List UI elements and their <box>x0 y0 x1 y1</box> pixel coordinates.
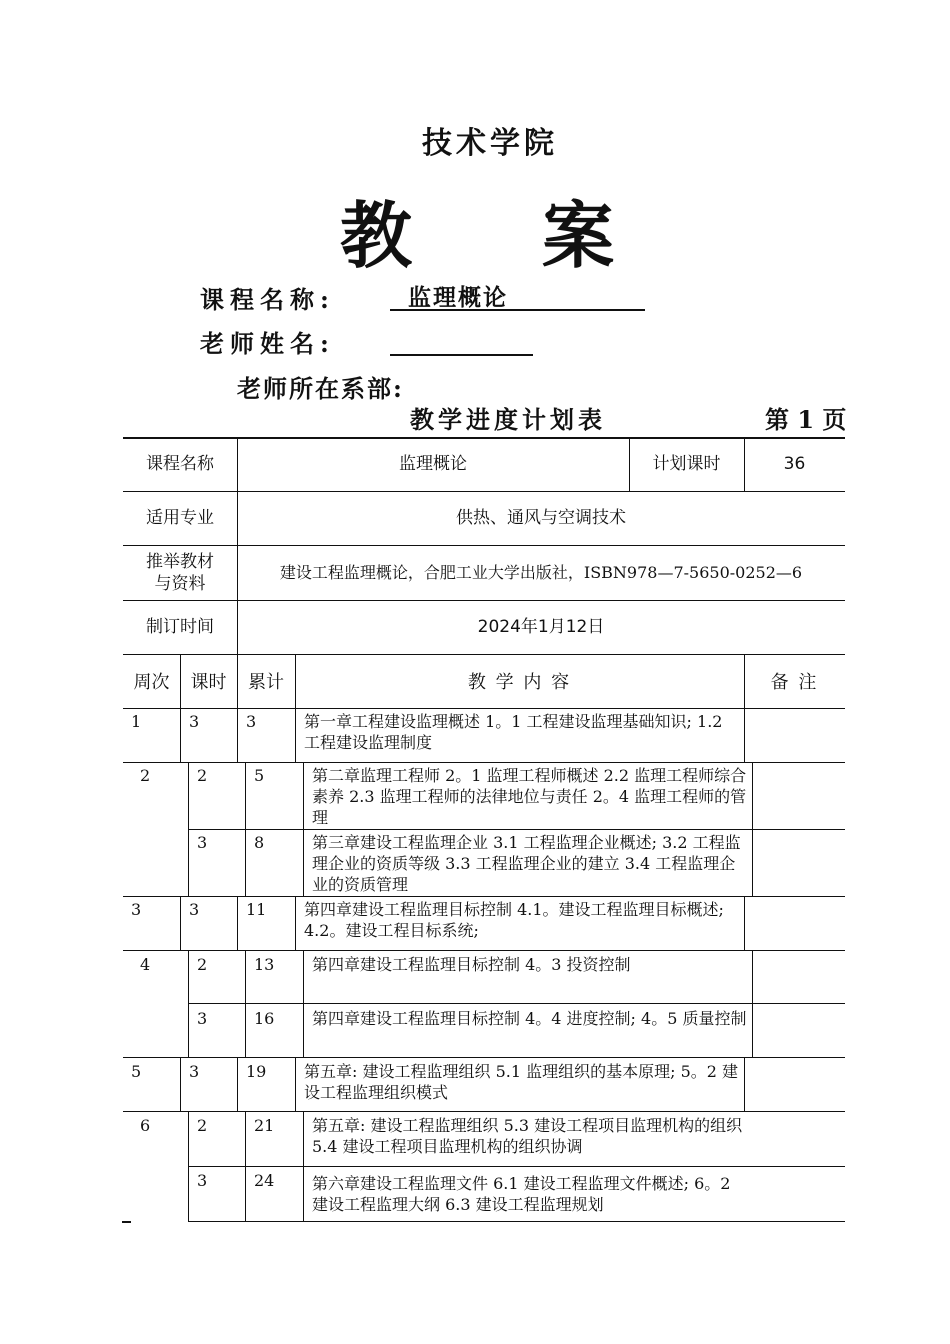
table-bottom-line <box>188 1221 845 1222</box>
row-line <box>123 950 845 951</box>
course-value: 监理概论 <box>408 284 508 311</box>
col-line <box>237 1057 238 1111</box>
planned-hours-label: 计划课时 <box>652 454 721 474</box>
col-header-hours: 课时 <box>190 672 227 693</box>
hours-cell: 3 <box>197 1009 208 1028</box>
col-line <box>188 1111 189 1221</box>
total-cell: 13 <box>254 955 275 974</box>
page-mark <box>122 1221 131 1223</box>
content-cell: 第三章建设工程监理企业 3.1 工程监理企业概述; 3.2 工程监理企业的资质等级 3.3 工程监理企业的建立 3.4 工程监理企业的资质管理 <box>312 833 741 894</box>
col-line <box>303 950 304 1057</box>
col-line <box>744 896 745 950</box>
week-cell: 2 <box>140 766 151 785</box>
content-cell: 第一章工程建设监理概述 1。1 工程建设监理基础知识; 1.2 工程建设监理制度 <box>304 712 723 752</box>
col-header-content: 教 学 内 容 <box>467 672 572 693</box>
hours-cell: 3 <box>189 712 200 731</box>
teacher-underline <box>390 354 533 356</box>
total-cell: 3 <box>246 712 257 731</box>
col-line <box>245 950 246 1057</box>
course-name-value: 监理概论 <box>399 454 467 474</box>
content-cell: 第四章建设工程监理目标控制 4。4 进度控制; 4。5 质量控制 <box>312 1009 747 1028</box>
total-cell: 16 <box>254 1009 275 1028</box>
col-line <box>188 762 189 896</box>
teacher-label: 老师姓名: <box>200 329 335 358</box>
major-label: 适用专业 <box>146 508 214 528</box>
row-line <box>123 762 845 763</box>
course-name-label: 课程名称 <box>146 454 214 474</box>
week-cell: 1 <box>131 712 142 731</box>
course-label: 课程名称: <box>200 285 335 314</box>
row-line <box>123 708 845 709</box>
col-line <box>295 708 296 762</box>
total-cell: 19 <box>246 1062 267 1081</box>
week-cell: 6 <box>140 1116 151 1135</box>
col-line <box>180 896 181 950</box>
col-line <box>295 896 296 950</box>
col-line <box>303 762 304 896</box>
col-line <box>744 708 745 762</box>
content-cell: 第五章: 建设工程监理组织 5.1 监理组织的基本原理; 5。2 建设工程监理组织模式 <box>304 1062 739 1102</box>
row-line <box>123 1057 845 1058</box>
col-line <box>245 762 246 896</box>
page-number: 第 1 页 <box>765 405 847 434</box>
course-underline <box>390 309 645 311</box>
hours-cell: 2 <box>197 955 208 974</box>
col-line <box>245 1111 246 1221</box>
dept-label: 老师所在系部: <box>237 374 404 403</box>
col-line <box>237 708 238 762</box>
content-cell: 第二章监理工程师 2。1 监理工程师概述 2.2 监理工程师综合素养 2.3 监理工程师的法律地位与责任 2。4 监理工程师的管理 <box>312 766 747 827</box>
revision-date-label: 制订时间 <box>146 617 214 637</box>
hours-cell: 2 <box>197 1116 208 1135</box>
textbook-label-line-2: 与资料 <box>154 573 206 594</box>
col-line <box>188 950 189 1057</box>
col-line <box>180 1057 181 1111</box>
hours-cell: 3 <box>189 1062 200 1081</box>
week-cell: 4 <box>140 955 151 974</box>
col-line <box>744 1057 745 1111</box>
hours-cell: 3 <box>197 833 208 852</box>
revision-date-value: 2024年1月12日 <box>477 617 605 637</box>
hours-cell: 2 <box>197 766 208 785</box>
total-cell: 24 <box>254 1171 275 1190</box>
col-line <box>295 1057 296 1111</box>
major-value: 供热、通风与空调技术 <box>456 508 626 528</box>
textbook-label <box>123 545 237 600</box>
col-header-week: 周次 <box>133 672 170 693</box>
content-cell: 第五章: 建设工程监理组织 5.3 建设工程项目监理机构的组织 5.4 建设工程项目监理机构的组织协调 <box>312 1116 743 1156</box>
planned-hours-value: 36 <box>783 454 806 474</box>
col-line <box>180 708 181 762</box>
doc-title-left: 教 <box>340 193 413 278</box>
total-cell: 8 <box>254 833 265 852</box>
week-cell: 5 <box>131 1062 142 1081</box>
hours-cell: 3 <box>189 900 200 919</box>
college-name: 技术学院 <box>422 126 558 161</box>
week-cell: 3 <box>131 900 142 919</box>
textbook-value: 建设工程监理概论，合肥工业大学出版社，ISBN978—7-5650-0252—6 <box>279 562 803 582</box>
col-line <box>237 896 238 950</box>
textbook-label-line-1: 推举教材 <box>146 551 214 572</box>
doc-title-right: 案 <box>542 193 615 278</box>
row-line <box>123 896 845 897</box>
col-line <box>752 762 753 896</box>
col-header-remarks: 备 注 <box>770 672 819 693</box>
row-line <box>188 1003 845 1004</box>
hours-cell: 3 <box>197 1171 208 1190</box>
total-cell: 11 <box>246 900 267 919</box>
total-cell: 21 <box>254 1116 275 1135</box>
content-cell: 第四章建设工程监理目标控制 4。3 投资控制 <box>312 955 631 974</box>
row-line <box>123 1111 845 1112</box>
col-line <box>303 1111 304 1221</box>
plan-title: 教学进度计划表 <box>410 405 606 434</box>
col-line <box>752 950 753 1057</box>
content-cell: 第四章建设工程监理目标控制 4.1。建设工程监理目标概述; 4.2。建设工程目标系统; <box>304 900 724 940</box>
content-cell: 第六章建设工程监理文件 6.1 建设工程监理文件概述; 6。2 建设工程监理大纲 6.3 建设工程监理规划 <box>312 1174 731 1214</box>
row-line <box>188 829 845 830</box>
total-cell: 5 <box>254 766 265 785</box>
col-header-total: 累计 <box>248 672 284 693</box>
row-line <box>188 1166 845 1167</box>
